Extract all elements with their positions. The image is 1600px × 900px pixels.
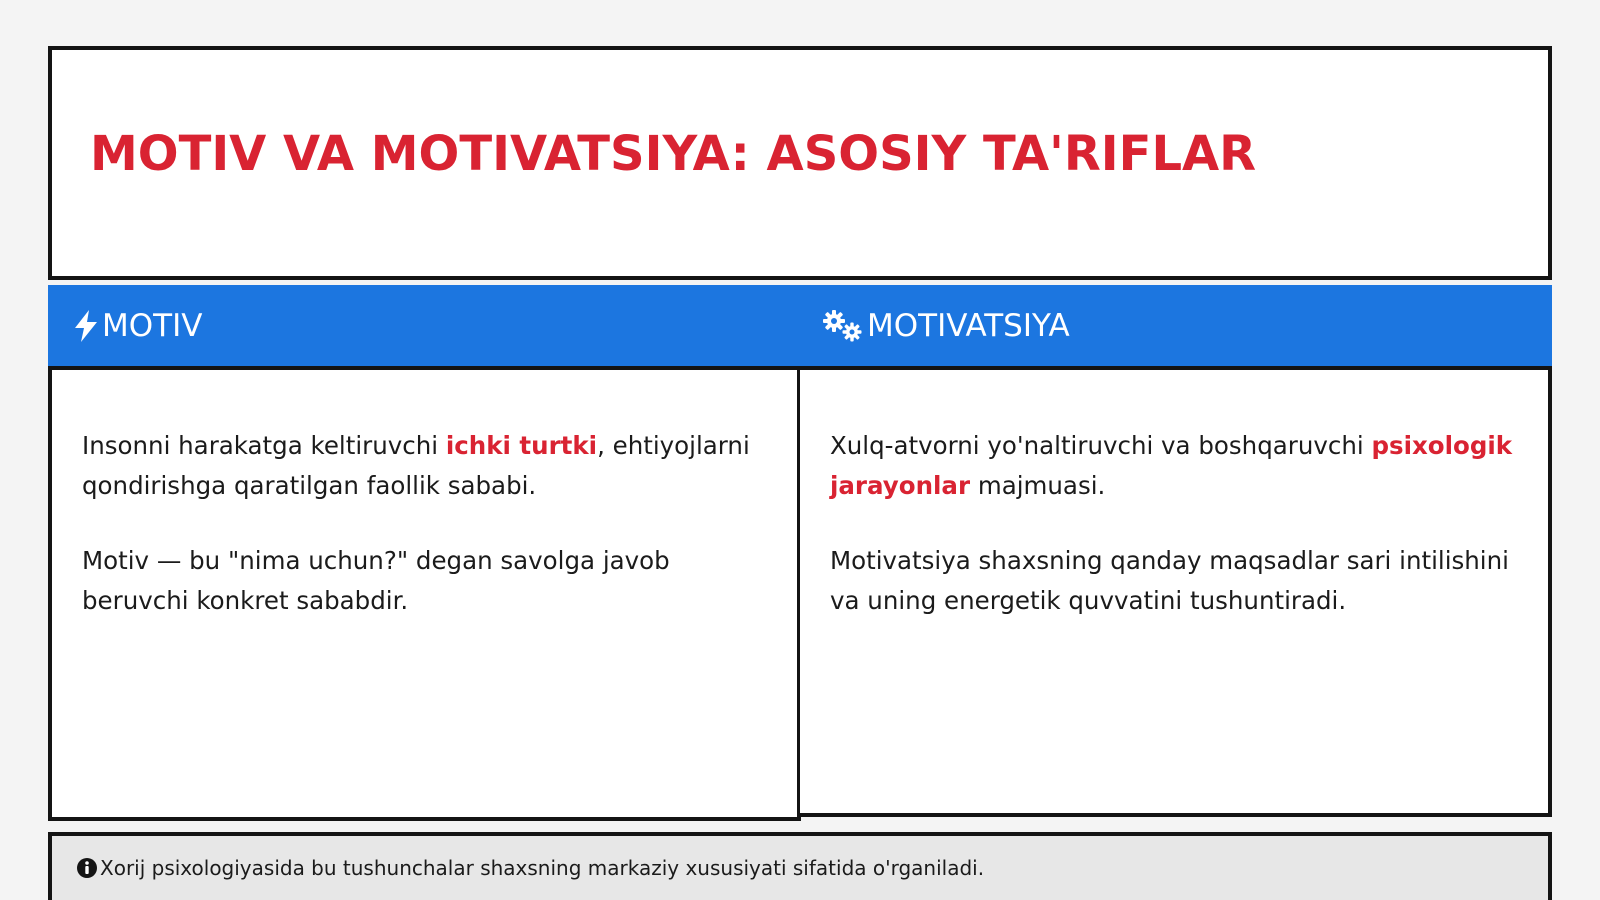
footer-note	[48, 832, 1552, 900]
motiv-body	[52, 370, 797, 621]
motiv-header	[48, 285, 801, 370]
motivatsiya-body	[800, 370, 1548, 621]
motivatsiya-definition	[830, 426, 1518, 506]
motiv-definition-text-end: , ehtiyojlarni qondirishga qaratilgan faollik sababi.	[82, 431, 750, 500]
motiv-definition	[82, 426, 771, 506]
lightning-bolt-icon	[72, 309, 100, 343]
motivatsiya-highlight: psixologik jarayonlar	[830, 431, 1513, 500]
motiv-highlight: ichki turtki	[445, 431, 598, 460]
motiv-column	[48, 285, 801, 821]
motivatsiya-explanation: Motivatsiya shaxsning qanday maqsadlar sari intilishini va uning energetik quvvatini tushuntiradi.	[830, 546, 1509, 615]
motiv-explanation: Motiv — bu "nima uchun?" degan savolga javob beruvchi konkret sababdir.	[82, 546, 670, 615]
motivatsiya-header	[797, 285, 1552, 370]
info-circle-icon	[76, 857, 98, 879]
motivatsiya-definition-text-end: majmuasi.	[970, 471, 1106, 500]
motivatsiya-heading: MOTIVATSIYA	[867, 307, 1070, 344]
motiv-definition-text: Insonni harakatga keltiruvchi	[82, 431, 446, 460]
motiv-heading: MOTIV	[102, 307, 203, 344]
gears-icon	[821, 308, 865, 344]
page-title: MOTIV VA MOTIVATSIYA: ASOSIY TA'RIFLAR	[90, 126, 1257, 182]
motivatsiya-definition-text: Xulq-atvorni yo'naltiruvchi va boshqaruvchi	[830, 431, 1372, 460]
footer-note-text: Xorij psixologiyasida bu tushunchalar shaxsning markaziy xususiyati sifatida o'rganiladi.	[100, 856, 985, 880]
motivatsiya-column	[797, 285, 1552, 817]
title-box	[48, 46, 1552, 280]
